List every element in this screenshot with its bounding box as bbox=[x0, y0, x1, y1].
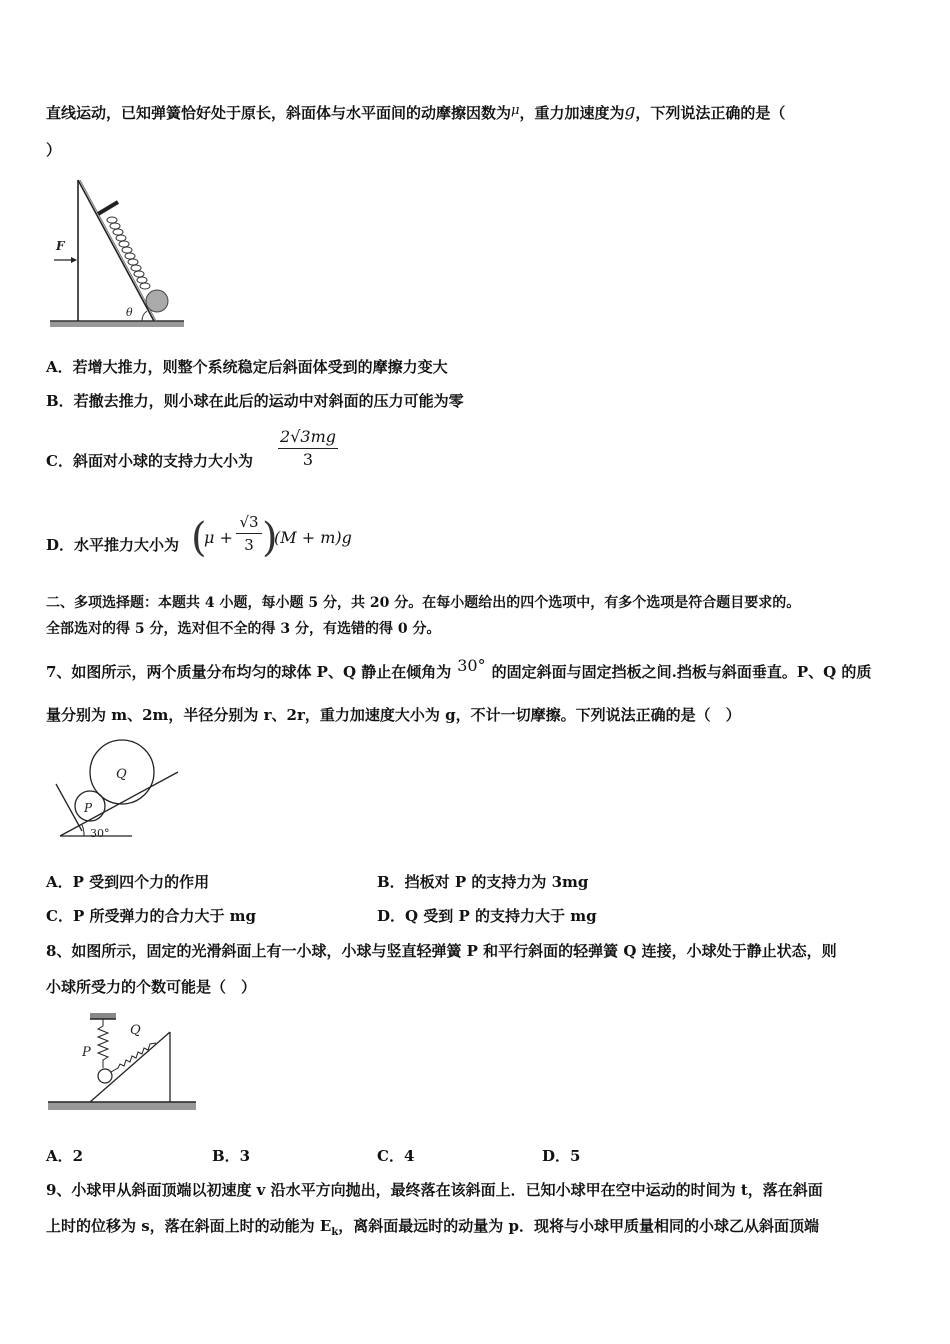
q8-option-c: C．4 bbox=[377, 1147, 415, 1165]
q7-figure bbox=[52, 736, 184, 844]
q8-fig-label-q: Q bbox=[130, 1023, 141, 1038]
q7-line1 bbox=[46, 656, 871, 682]
q7-line1-a: 7、如图所示，两个质量分布均匀的球体 P、Q 静止在倾角为 bbox=[46, 663, 452, 681]
q6-figure bbox=[46, 168, 188, 338]
q8-line1: 8、如图所示，固定的光滑斜面上有一小球，小球与竖直轻弹簧 P 和平行斜面的轻弹簧 Q 连接，小球处于静止状态，则 bbox=[46, 942, 837, 960]
q7-fig-label-p: P bbox=[84, 801, 93, 815]
q8-fig-label-p: P bbox=[82, 1045, 91, 1060]
q6-fig-label-f: F bbox=[56, 239, 65, 253]
q6-option-c: C．斜面对小球的支持力大小为 bbox=[46, 452, 253, 470]
section2-line2: 全部选对的得 5 分，选对但不全的得 3 分，有选错的得 0 分。 bbox=[46, 621, 441, 637]
q8-option-d: D．5 bbox=[542, 1147, 581, 1165]
q6-option-b: B．若撤去推力，则小球在此后的运动中对斜面的压力可能为零 bbox=[46, 392, 464, 410]
q6-option-d-mu: μ + bbox=[204, 528, 233, 547]
q6-option-d-fraction bbox=[236, 511, 262, 556]
q6-option-d-lparen: ( bbox=[191, 515, 207, 561]
q7-option-d: D．Q 受到 P 的支持力大于 mg bbox=[377, 907, 597, 925]
q6-stem-c: ，下列说法正确的是（ bbox=[635, 104, 786, 122]
q6-option-d: D．水平推力大小为 bbox=[46, 536, 180, 554]
q6-stem-line2: ） bbox=[46, 141, 62, 159]
q6-fig-label-theta: θ bbox=[126, 306, 133, 319]
q7-fig-angle: 30° bbox=[90, 827, 110, 840]
q6-option-a: A．若增大推力，则整个系统稳定后斜面体受到的摩擦力变大 bbox=[46, 358, 448, 376]
q7-option-a: A．P 受到四个力的作用 bbox=[46, 873, 210, 891]
q7-line2: 量分别为 m、2m，半径分别为 r、2r，重力加速度大小为 g，不计一切摩擦。下列说法正确的是（ ） bbox=[46, 706, 741, 724]
q7-line1-b: 的固定斜面与固定挡板之间.挡板与斜面垂直。P、Q 的质 bbox=[491, 663, 872, 681]
q8-option-a: A．2 bbox=[46, 1147, 84, 1165]
q9-subscript-k: k bbox=[331, 1227, 339, 1238]
q8-line2: 小球所受力的个数可能是（ ） bbox=[46, 978, 257, 996]
q7-option-c: C．P 所受弹力的合力大于 mg bbox=[46, 907, 257, 925]
q6-option-c-fraction bbox=[278, 426, 338, 471]
q6-option-d-denominator: 3 bbox=[244, 536, 254, 554]
q9-line1: 9、小球甲从斜面顶端以初速度 v 沿水平方向抛出，最终落在该斜面上．已知小球甲在空中运动的时间为 t，落在斜面 bbox=[46, 1181, 823, 1199]
q6-stem-line1 bbox=[46, 101, 785, 123]
q7-angle: 30° bbox=[457, 656, 486, 675]
q6-option-d-numerator: √3 bbox=[236, 511, 262, 534]
q6-stem-b: ，重力加速度为 bbox=[519, 104, 625, 122]
q9-line2 bbox=[46, 1216, 819, 1243]
q7-option-b: B．挡板对 P 的支持力为 3mg bbox=[377, 873, 589, 891]
q6-option-c-numerator: 2√3mg bbox=[278, 426, 338, 449]
q6-option-d-tail: (M + m)g bbox=[274, 528, 352, 547]
q8-option-b: B．3 bbox=[212, 1147, 251, 1165]
q9-line2-b: ，离斜面最远时的动量为 p．现将与小球甲质量相同的小球乙从斜面顶端 bbox=[338, 1217, 819, 1235]
section2-line1: 二、多项选择题：本题共 4 小题，每小题 5 分，共 20 分。在每小题给出的四个选项中，有多个选项是符合题目要求的。 bbox=[46, 595, 801, 611]
q6-option-c-denominator: 3 bbox=[302, 450, 314, 469]
q6-g: g bbox=[624, 101, 636, 121]
q8-figure bbox=[46, 1010, 198, 1116]
q9-line2-a: 上时的位移为 s，落在斜面上时的动能为 E bbox=[46, 1217, 332, 1235]
q6-mu: μ bbox=[511, 103, 520, 118]
q6-stem-a: 直线运动，已知弹簧恰好处于原长，斜面体与水平面间的动摩擦因数为 bbox=[46, 104, 512, 122]
q7-fig-label-q: Q bbox=[116, 767, 127, 782]
q6-option-d-rparen: ) bbox=[262, 515, 278, 561]
